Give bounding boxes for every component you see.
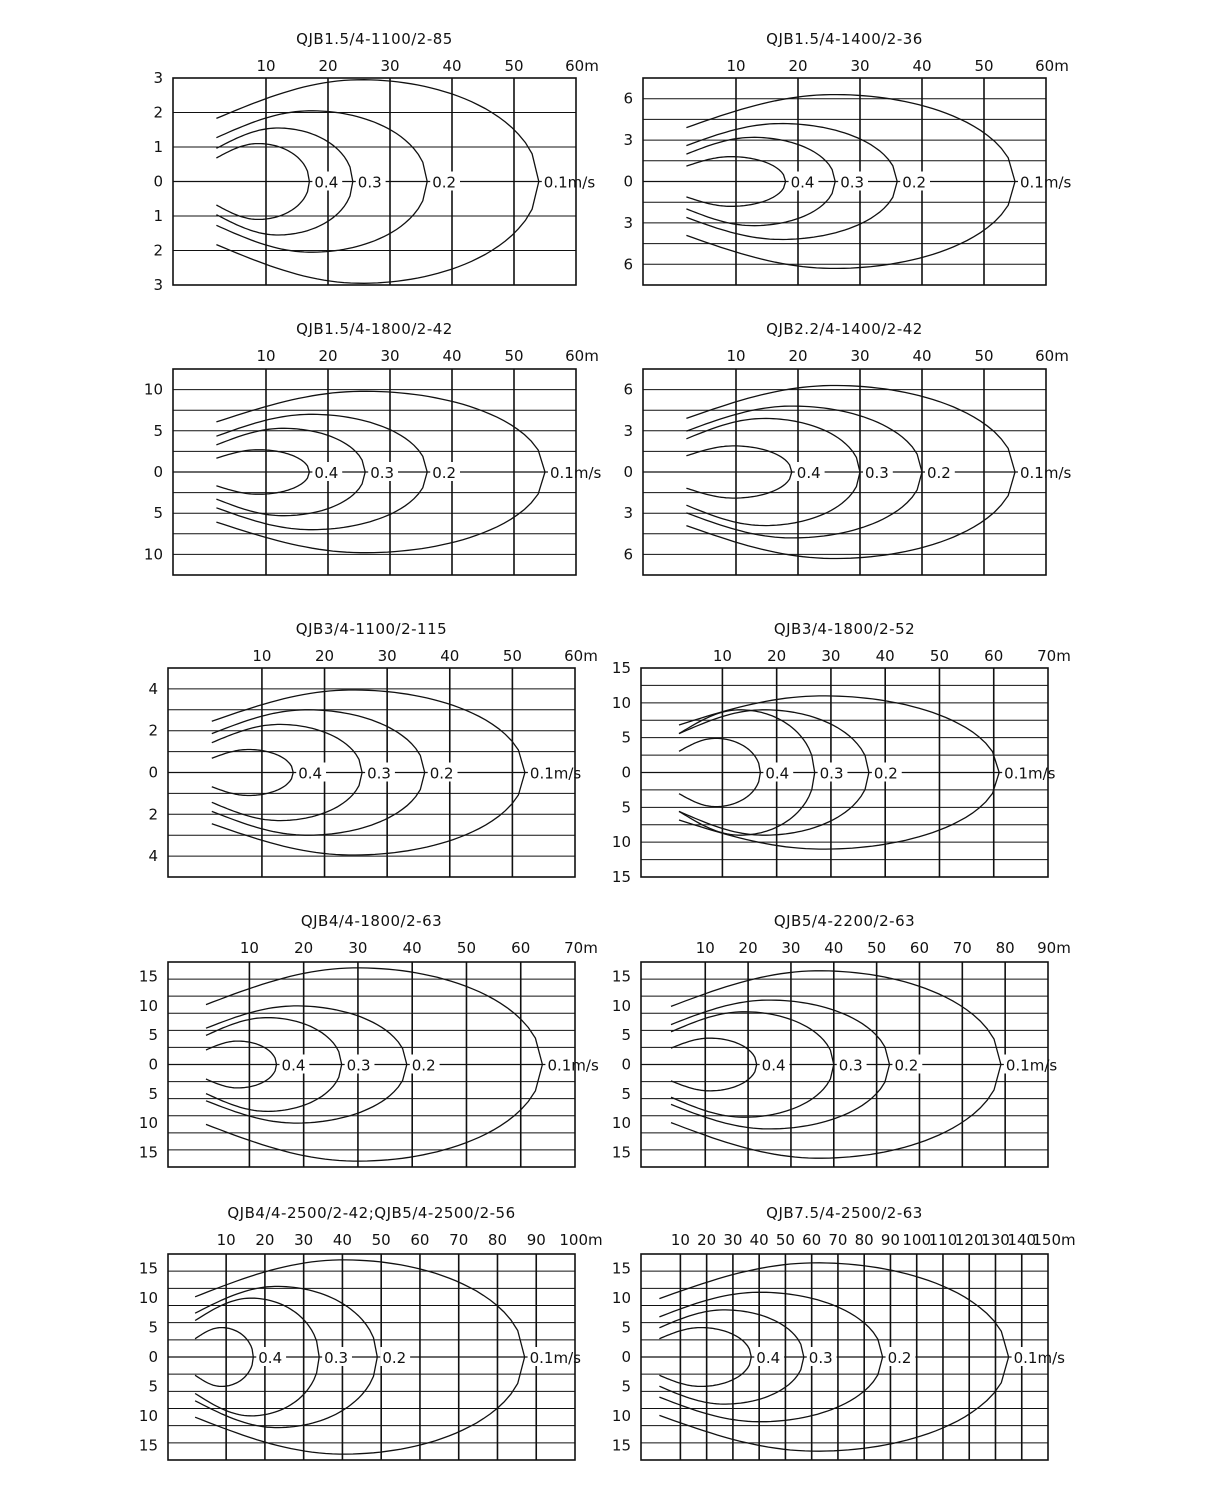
x-tick-label: 70m: [564, 939, 598, 957]
x-tick-label: 120: [954, 1231, 984, 1249]
chart-panel: [612, 620, 1071, 886]
contour-label: 0.3: [840, 173, 865, 192]
x-tick-label: 30: [723, 1231, 743, 1249]
y-tick-label: 15: [611, 967, 631, 986]
x-tick-label: 10: [695, 939, 715, 957]
y-tick-label: 5: [621, 728, 631, 747]
contour-label: 0.1m/s: [1004, 764, 1056, 783]
x-tick-label: 30: [380, 57, 400, 75]
x-tick-label: 90: [526, 1231, 546, 1249]
x-tick-label: 40: [912, 347, 932, 365]
x-tick-label: 30: [380, 347, 400, 365]
y-tick-label: 4: [148, 679, 158, 698]
y-tick-label: 15: [611, 659, 631, 677]
y-tick-label: 1: [153, 207, 163, 225]
x-tick-label: 50: [456, 939, 477, 957]
y-tick-label: 0: [621, 1348, 631, 1366]
y-tick-label: 15: [611, 1436, 631, 1455]
x-tick-label: 50: [867, 939, 887, 957]
x-tick-label: 150m: [1032, 1231, 1076, 1249]
y-tick-label: 15: [138, 1259, 158, 1278]
y-tick-label: 1: [153, 138, 163, 156]
x-tick-label: 10: [256, 347, 276, 365]
y-tick-label: 5: [621, 1026, 631, 1045]
contour-label: 0.3: [324, 1349, 349, 1367]
contour-label: 0.4: [765, 764, 790, 783]
contour-label: 0.4: [258, 1349, 283, 1367]
contour-label: 0.3: [808, 1349, 833, 1367]
x-tick-label: 60m: [565, 57, 599, 75]
x-tick-label: 100: [902, 1231, 932, 1249]
chart-title: QJB1.5/4-1400/2-36: [766, 30, 923, 48]
y-tick-label: 5: [148, 1318, 158, 1337]
x-tick-label: 30: [781, 939, 801, 957]
y-tick-label: 5: [153, 504, 163, 523]
contour-label: 0.1m/s: [1013, 1349, 1065, 1367]
x-tick-label: 60: [410, 1231, 430, 1249]
chart-title: QJB2.2/4-1400/2-42: [766, 320, 923, 338]
y-tick-label: 0: [623, 172, 633, 191]
x-tick-label: 40: [442, 347, 462, 365]
y-tick-label: 10: [138, 1114, 158, 1133]
x-tick-label: 20: [738, 939, 758, 957]
contour-label: 0.1m/s: [1020, 464, 1072, 482]
x-tick-label: 60m: [1035, 57, 1069, 75]
chart-panel: [612, 912, 1071, 1167]
x-tick-label: 20: [255, 1231, 275, 1249]
x-tick-label: 40: [912, 57, 932, 75]
x-tick-label: 20: [767, 647, 787, 665]
chart-title: QJB5/4-2200/2-63: [773, 912, 916, 930]
contour-label: 0.4: [756, 1349, 781, 1367]
y-tick-label: 2: [153, 103, 163, 122]
x-tick-label: 20: [788, 347, 808, 365]
contour-label: 0.3: [357, 173, 382, 192]
chart-panel: [623, 320, 1073, 575]
contour-label: 0.1m/s: [547, 1056, 599, 1075]
contour-label: 0.3: [838, 1056, 863, 1075]
contour-label: 0.1m/s: [529, 1349, 581, 1367]
y-tick-label: 4: [148, 847, 158, 866]
contour-label: 0.3: [865, 464, 889, 482]
x-tick-label: 90m: [1037, 939, 1071, 957]
y-tick-label: 2: [148, 805, 158, 824]
x-tick-label: 60: [909, 939, 930, 957]
y-tick-label: 0: [153, 172, 163, 191]
contour-label: 0.3: [367, 764, 391, 783]
contour-label: 0.1m/s: [1005, 1056, 1058, 1075]
y-tick-label: 0: [153, 463, 163, 481]
chart-panel: [139, 912, 601, 1167]
contour-label: 0.4: [761, 1056, 786, 1075]
y-tick-label: 15: [611, 868, 631, 886]
chart-title: QJB3/4-1100/2-115: [295, 620, 448, 638]
y-tick-label: 0: [148, 1348, 158, 1366]
y-tick-label: 10: [611, 1289, 631, 1308]
chart-panel: [148, 620, 597, 877]
chart-panel: [144, 320, 604, 575]
x-tick-label: 10: [712, 647, 732, 665]
x-tick-label: 70: [449, 1231, 469, 1249]
y-tick-label: 2: [148, 721, 158, 740]
y-tick-label: 5: [621, 1377, 631, 1396]
y-tick-label: 3: [623, 213, 633, 232]
y-tick-label: 0: [148, 1055, 158, 1074]
x-tick-label: 60m: [564, 647, 598, 665]
x-tick-label: 80: [487, 1231, 508, 1249]
y-tick-label: 10: [611, 996, 631, 1015]
y-tick-label: 15: [611, 1143, 631, 1162]
x-tick-label: 10: [252, 647, 272, 665]
y-tick-label: 5: [148, 1377, 158, 1396]
x-tick-label: 20: [318, 347, 338, 365]
contour-label: 0.1m/s: [550, 464, 602, 482]
x-tick-label: 90: [880, 1231, 900, 1249]
x-tick-label: 70: [952, 939, 972, 957]
chart-title: QJB7.5/4-2500/2-63: [766, 1204, 923, 1222]
x-tick-label: 40: [402, 939, 422, 957]
y-tick-label: 3: [153, 276, 163, 294]
contour-label: 0.2: [429, 764, 454, 783]
x-tick-label: 40: [440, 647, 460, 665]
x-tick-label: 30: [294, 1231, 314, 1249]
x-tick-label: 20: [788, 57, 808, 75]
x-tick-label: 50: [371, 1231, 391, 1249]
contour-label: 0.1m/s: [529, 764, 582, 783]
y-tick-label: 15: [138, 1436, 158, 1455]
contour-label: 0.1m/s: [543, 173, 596, 192]
y-tick-label: 5: [148, 1026, 158, 1045]
y-tick-label: 15: [138, 967, 158, 986]
chart-panel: [623, 30, 1073, 285]
x-tick-label: 50: [974, 57, 994, 75]
x-tick-label: 60m: [1035, 347, 1069, 365]
x-tick-label: 30: [348, 939, 368, 957]
x-tick-label: 50: [504, 57, 524, 75]
x-tick-label: 70m: [1037, 647, 1071, 665]
contour-label: 0.2: [411, 1056, 436, 1075]
y-tick-label: 5: [621, 1084, 631, 1103]
x-tick-label: 40: [824, 939, 844, 957]
y-tick-label: 5: [153, 421, 163, 440]
y-tick-label: 10: [611, 1406, 631, 1425]
y-tick-label: 0: [621, 763, 631, 782]
chart-title: QJB4/4-1800/2-63: [300, 912, 443, 930]
x-tick-label: 30: [377, 647, 397, 665]
chart-panel: [612, 1204, 1076, 1460]
x-tick-label: 10: [256, 57, 276, 75]
chart-panel: [139, 1204, 603, 1460]
y-tick-label: 3: [623, 504, 633, 523]
x-tick-label: 50: [504, 347, 524, 365]
x-tick-label: 10: [670, 1231, 690, 1249]
chart-panel: [153, 30, 598, 294]
contour-label: 0.2: [382, 1349, 407, 1367]
contour-label: 0.4: [314, 464, 339, 482]
chart-title: QJB4/4-2500/2-42;QJB5/4-2500/2-56: [227, 1204, 516, 1222]
y-tick-label: 6: [623, 89, 633, 108]
chart-title: QJB1.5/4-1800/2-42: [296, 320, 453, 338]
x-tick-label: 80: [854, 1231, 874, 1249]
y-tick-label: 5: [148, 1084, 158, 1103]
x-tick-label: 40: [442, 57, 462, 75]
y-tick-label: 15: [138, 1143, 158, 1162]
x-tick-label: 10: [216, 1231, 236, 1249]
x-tick-label: 130: [981, 1231, 1010, 1249]
y-tick-label: 0: [621, 1055, 631, 1074]
x-tick-label: 60: [802, 1231, 822, 1249]
x-tick-label: 50: [974, 347, 994, 365]
contour-label: 0.2: [902, 173, 927, 192]
contour-label: 0.4: [314, 173, 339, 192]
x-tick-label: 50: [502, 647, 522, 665]
x-tick-label: 60m: [565, 347, 599, 365]
x-tick-label: 20: [318, 57, 338, 75]
contour-label: 0.3: [370, 464, 395, 482]
y-tick-label: 10: [611, 693, 631, 712]
contour-label: 0.3: [819, 764, 844, 783]
y-tick-label: 3: [623, 131, 633, 150]
x-tick-label: 20: [697, 1231, 717, 1249]
x-tick-label: 30: [850, 347, 870, 365]
contour-label: 0.3: [346, 1056, 371, 1075]
contour-label: 0.2: [894, 1056, 919, 1075]
y-tick-label: 0: [148, 763, 158, 782]
y-tick-label: 10: [143, 380, 163, 399]
contour-label: 0.4: [796, 464, 821, 482]
x-tick-label: 140: [1007, 1231, 1037, 1249]
y-tick-label: 0: [623, 463, 633, 481]
x-tick-label: 10: [726, 347, 746, 365]
y-tick-label: 5: [621, 798, 631, 817]
x-tick-label: 20: [294, 939, 314, 957]
x-tick-label: 20: [314, 647, 335, 665]
y-tick-label: 10: [143, 545, 163, 564]
contour-label: 0.1m/s: [1020, 173, 1072, 192]
x-tick-label: 80: [995, 939, 1015, 957]
x-tick-label: 10: [239, 939, 259, 957]
contour-label: 0.4: [298, 764, 323, 783]
y-tick-label: 5: [621, 1318, 631, 1337]
y-tick-label: 3: [153, 69, 163, 87]
x-tick-label: 50: [775, 1231, 795, 1249]
x-tick-label: 110: [928, 1231, 958, 1249]
y-tick-label: 6: [623, 380, 633, 399]
contour-label: 0.2: [432, 173, 457, 192]
contour-label: 0.4: [281, 1056, 306, 1075]
contour-label: 0.4: [790, 173, 815, 192]
x-tick-label: 30: [821, 647, 841, 665]
y-tick-label: 15: [611, 1259, 631, 1278]
y-tick-label: 2: [153, 241, 163, 260]
contour-label: 0.2: [887, 1349, 912, 1367]
x-tick-label: 40: [875, 647, 895, 665]
contour-label: 0.2: [927, 464, 951, 482]
chart-title: QJB3/4-1800/2-52: [773, 620, 916, 638]
x-tick-label: 40: [332, 1231, 352, 1249]
chart-title: QJB1.5/4-1100/2-85: [296, 30, 453, 48]
x-tick-label: 100m: [559, 1231, 603, 1249]
x-tick-label: 50: [929, 647, 950, 665]
y-tick-label: 10: [611, 833, 631, 852]
x-tick-label: 30: [850, 57, 870, 75]
y-tick-label: 6: [623, 545, 633, 564]
x-tick-label: 60: [984, 647, 1004, 665]
contour-label: 0.2: [432, 464, 457, 482]
x-tick-label: 40: [749, 1231, 769, 1249]
x-tick-label: 60: [511, 939, 531, 957]
y-tick-label: 6: [623, 255, 633, 274]
y-tick-label: 3: [623, 421, 633, 440]
y-tick-label: 10: [138, 996, 158, 1015]
y-tick-label: 10: [138, 1406, 158, 1425]
contour-label: 0.2: [873, 764, 898, 783]
x-tick-label: 10: [726, 57, 746, 75]
y-tick-label: 10: [138, 1289, 158, 1308]
y-tick-label: 10: [611, 1114, 631, 1133]
x-tick-label: 70: [828, 1231, 848, 1249]
